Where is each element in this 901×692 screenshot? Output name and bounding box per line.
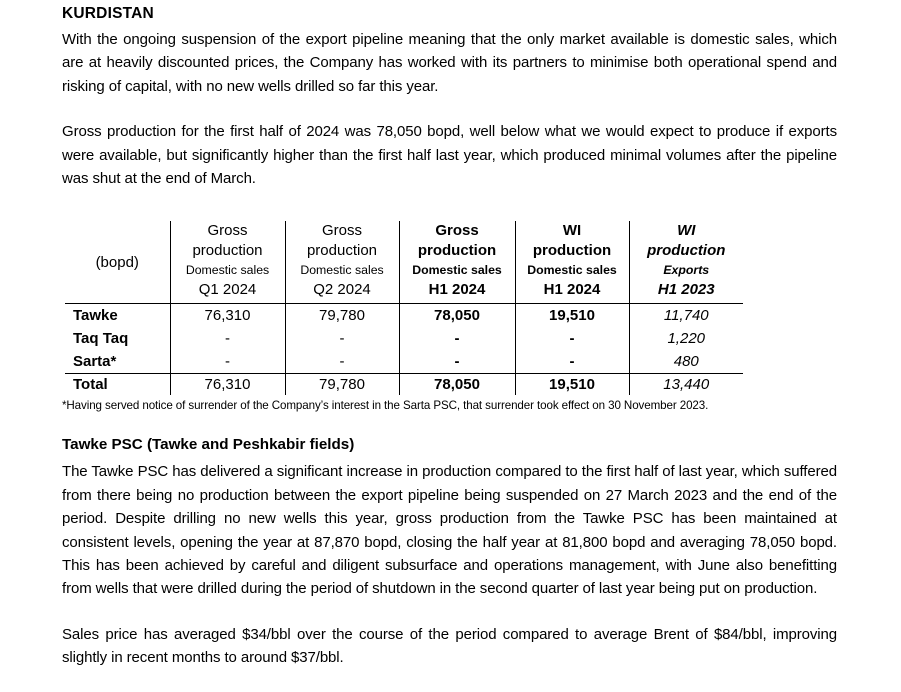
paragraph-gross-production: Gross production for the first half of 2024 was 78,050 bopd, well below what we would expect to produce if exports were available, but significantly higher than the first half last year, which produced minimal volumes after the pipeline was shut at the end of March. (62, 123, 837, 188)
cell-value: 76,310 (170, 304, 285, 328)
cell-value: 79,780 (285, 374, 399, 396)
column-title-line2: production (532, 242, 612, 260)
column-header-wi-exports-h1-2023 (629, 221, 743, 304)
cell-value: 76,310 (170, 374, 285, 396)
cell-value: - (285, 327, 399, 350)
cell-value: - (285, 350, 399, 374)
column-period: H1 2023 (657, 281, 715, 299)
table-row-taq-taq (65, 327, 743, 350)
paragraph-sales-price: Sales price has averaged $34/bbl over the course of the period compared to average Brent of $84/bbl, improving slightly in recent months to around $37/bbl. (62, 625, 837, 667)
cell-value: - (515, 350, 629, 374)
cell-value: - (399, 327, 515, 350)
production-table (65, 221, 743, 395)
column-title-line1: Gross (321, 222, 362, 240)
paragraph-pipeline-suspension: With the ongoing suspension of the export pipeline meaning that the only market available is domestic sales, which are at heavily discounted prices, the Company has worked with its partners to minimise both operational spend and risking of capital, with no new wells drilled so far this year. (62, 31, 837, 95)
column-period: H1 2024 (428, 281, 486, 299)
column-title-line1: Gross (435, 222, 479, 240)
column-title-line2: production (417, 242, 497, 260)
column-title-line2: production (192, 242, 263, 260)
column-period: Q2 2024 (313, 281, 371, 299)
paragraph-tawke-psc-performance: The Tawke PSC has delivered a significant increase in production compared to the first half of last year, which suffered from there being no production between the export pipeline being suspended on 27 March 2023 and the end of the period. Despite drilling no new wells this year, gross production from the Tawke PSC has been maintained at consistent levels, opening the year at 87,870 bopd, closing the half year at 81,800 bopd and averaging 78,050 bopd. This has been achieved by careful and diligent subsurface and operations management, with June also benefitting from wells that were drilled during the period of shutdown in the second quarter of last year being put on production. (62, 463, 837, 598)
section-heading-kurdistan: KURDISTAN (62, 5, 154, 22)
cell-value: 78,050 (399, 304, 515, 328)
cell-value: - (170, 350, 285, 374)
column-header-gross-q1-2024 (170, 221, 285, 304)
row-label: Sarta* (73, 353, 117, 371)
row-label: Total (65, 374, 170, 396)
row-label: Taq Taq (73, 330, 129, 348)
column-title-line1: WI (562, 222, 582, 240)
cell-value: - (170, 327, 285, 350)
cell-value: 19,510 (515, 304, 629, 328)
column-header-gross-q2-2024 (285, 221, 399, 304)
table-row-total (65, 374, 743, 396)
cell-value: - (399, 350, 515, 374)
column-title-line1: Gross (207, 222, 248, 240)
column-period: H1 2024 (543, 281, 601, 299)
column-subtitle: Domestic sales (300, 263, 384, 278)
column-period: Q1 2024 (198, 281, 257, 299)
cell-value: 11,740 (629, 304, 743, 328)
column-header-wi-h1-2024 (515, 221, 629, 304)
column-subtitle: Domestic sales (527, 263, 617, 278)
cell-value: 480 (629, 350, 743, 374)
column-title-line2: production (647, 242, 726, 260)
cell-value: 79,780 (285, 304, 399, 328)
cell-value: 78,050 (399, 374, 515, 396)
table-row-tawke (65, 304, 743, 328)
column-subtitle: Exports (663, 263, 710, 278)
section-heading-tawke-psc: Tawke PSC (Tawke and Peshkabir fields) (62, 436, 355, 454)
table-header-row (65, 221, 743, 304)
table-row-sarta (65, 350, 743, 374)
cell-value: 1,220 (629, 327, 743, 350)
column-title-line1: WI (677, 222, 696, 240)
column-title-line2: production (306, 242, 378, 260)
cell-value: 13,440 (629, 374, 743, 396)
column-header-gross-h1-2024 (399, 221, 515, 304)
column-subtitle: Domestic sales (412, 263, 502, 278)
column-subtitle: Domestic sales (185, 263, 270, 278)
cell-value: 19,510 (515, 374, 629, 396)
row-label: Tawke (73, 307, 118, 325)
cell-value: - (515, 327, 629, 350)
table-unit-label: (bopd) (65, 221, 170, 304)
table-footnote-sarta-surrender: *Having served notice of surrender of the Company’s interest in the Sarta PSC, that surrender took effect on 30 November 2023. (62, 399, 709, 413)
